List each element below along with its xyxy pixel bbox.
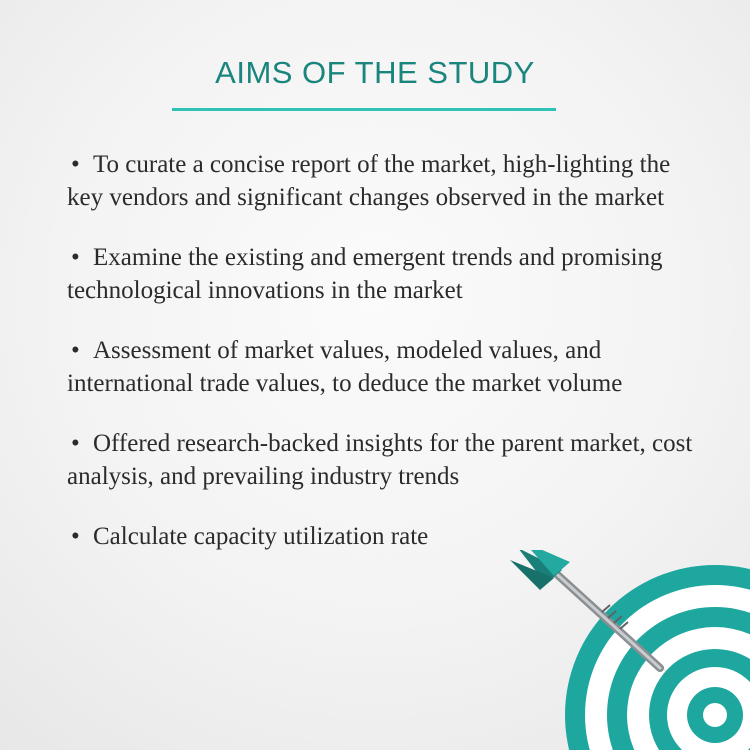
dart-and-target-icon [510, 550, 750, 750]
aims-list [67, 148, 707, 580]
aim-item-4 [67, 427, 707, 493]
bullet-icon: • [71, 151, 80, 178]
aim-text-3: Assessment of market values, modeled values, and international trade values, to deduce the market volume [67, 337, 623, 397]
bullet-icon: • [71, 244, 80, 271]
title-underline [172, 108, 556, 111]
aim-item-1 [67, 148, 707, 214]
aim-text-2: Examine the existing and emergent trends and promising technological innovations in the market [67, 244, 663, 304]
aim-item-3 [67, 334, 707, 400]
aim-text-1: To curate a concise report of the market, high-lighting the key vendors and significant changes observed in the market [67, 151, 671, 211]
aim-text-4: Offered research-backed insights for the parent market, cost analysis, and prevailing industry trends [67, 430, 693, 490]
aim-item-2 [67, 241, 707, 307]
page-title: AIMS OF THE STUDY [215, 55, 535, 90]
aim-text-5: Calculate capacity utilization rate [93, 523, 429, 550]
bullet-icon: • [71, 523, 80, 550]
bullet-icon: • [71, 430, 80, 457]
aim-item-5 [67, 520, 707, 553]
target-icon [565, 565, 750, 750]
bullet-icon: • [71, 337, 80, 364]
